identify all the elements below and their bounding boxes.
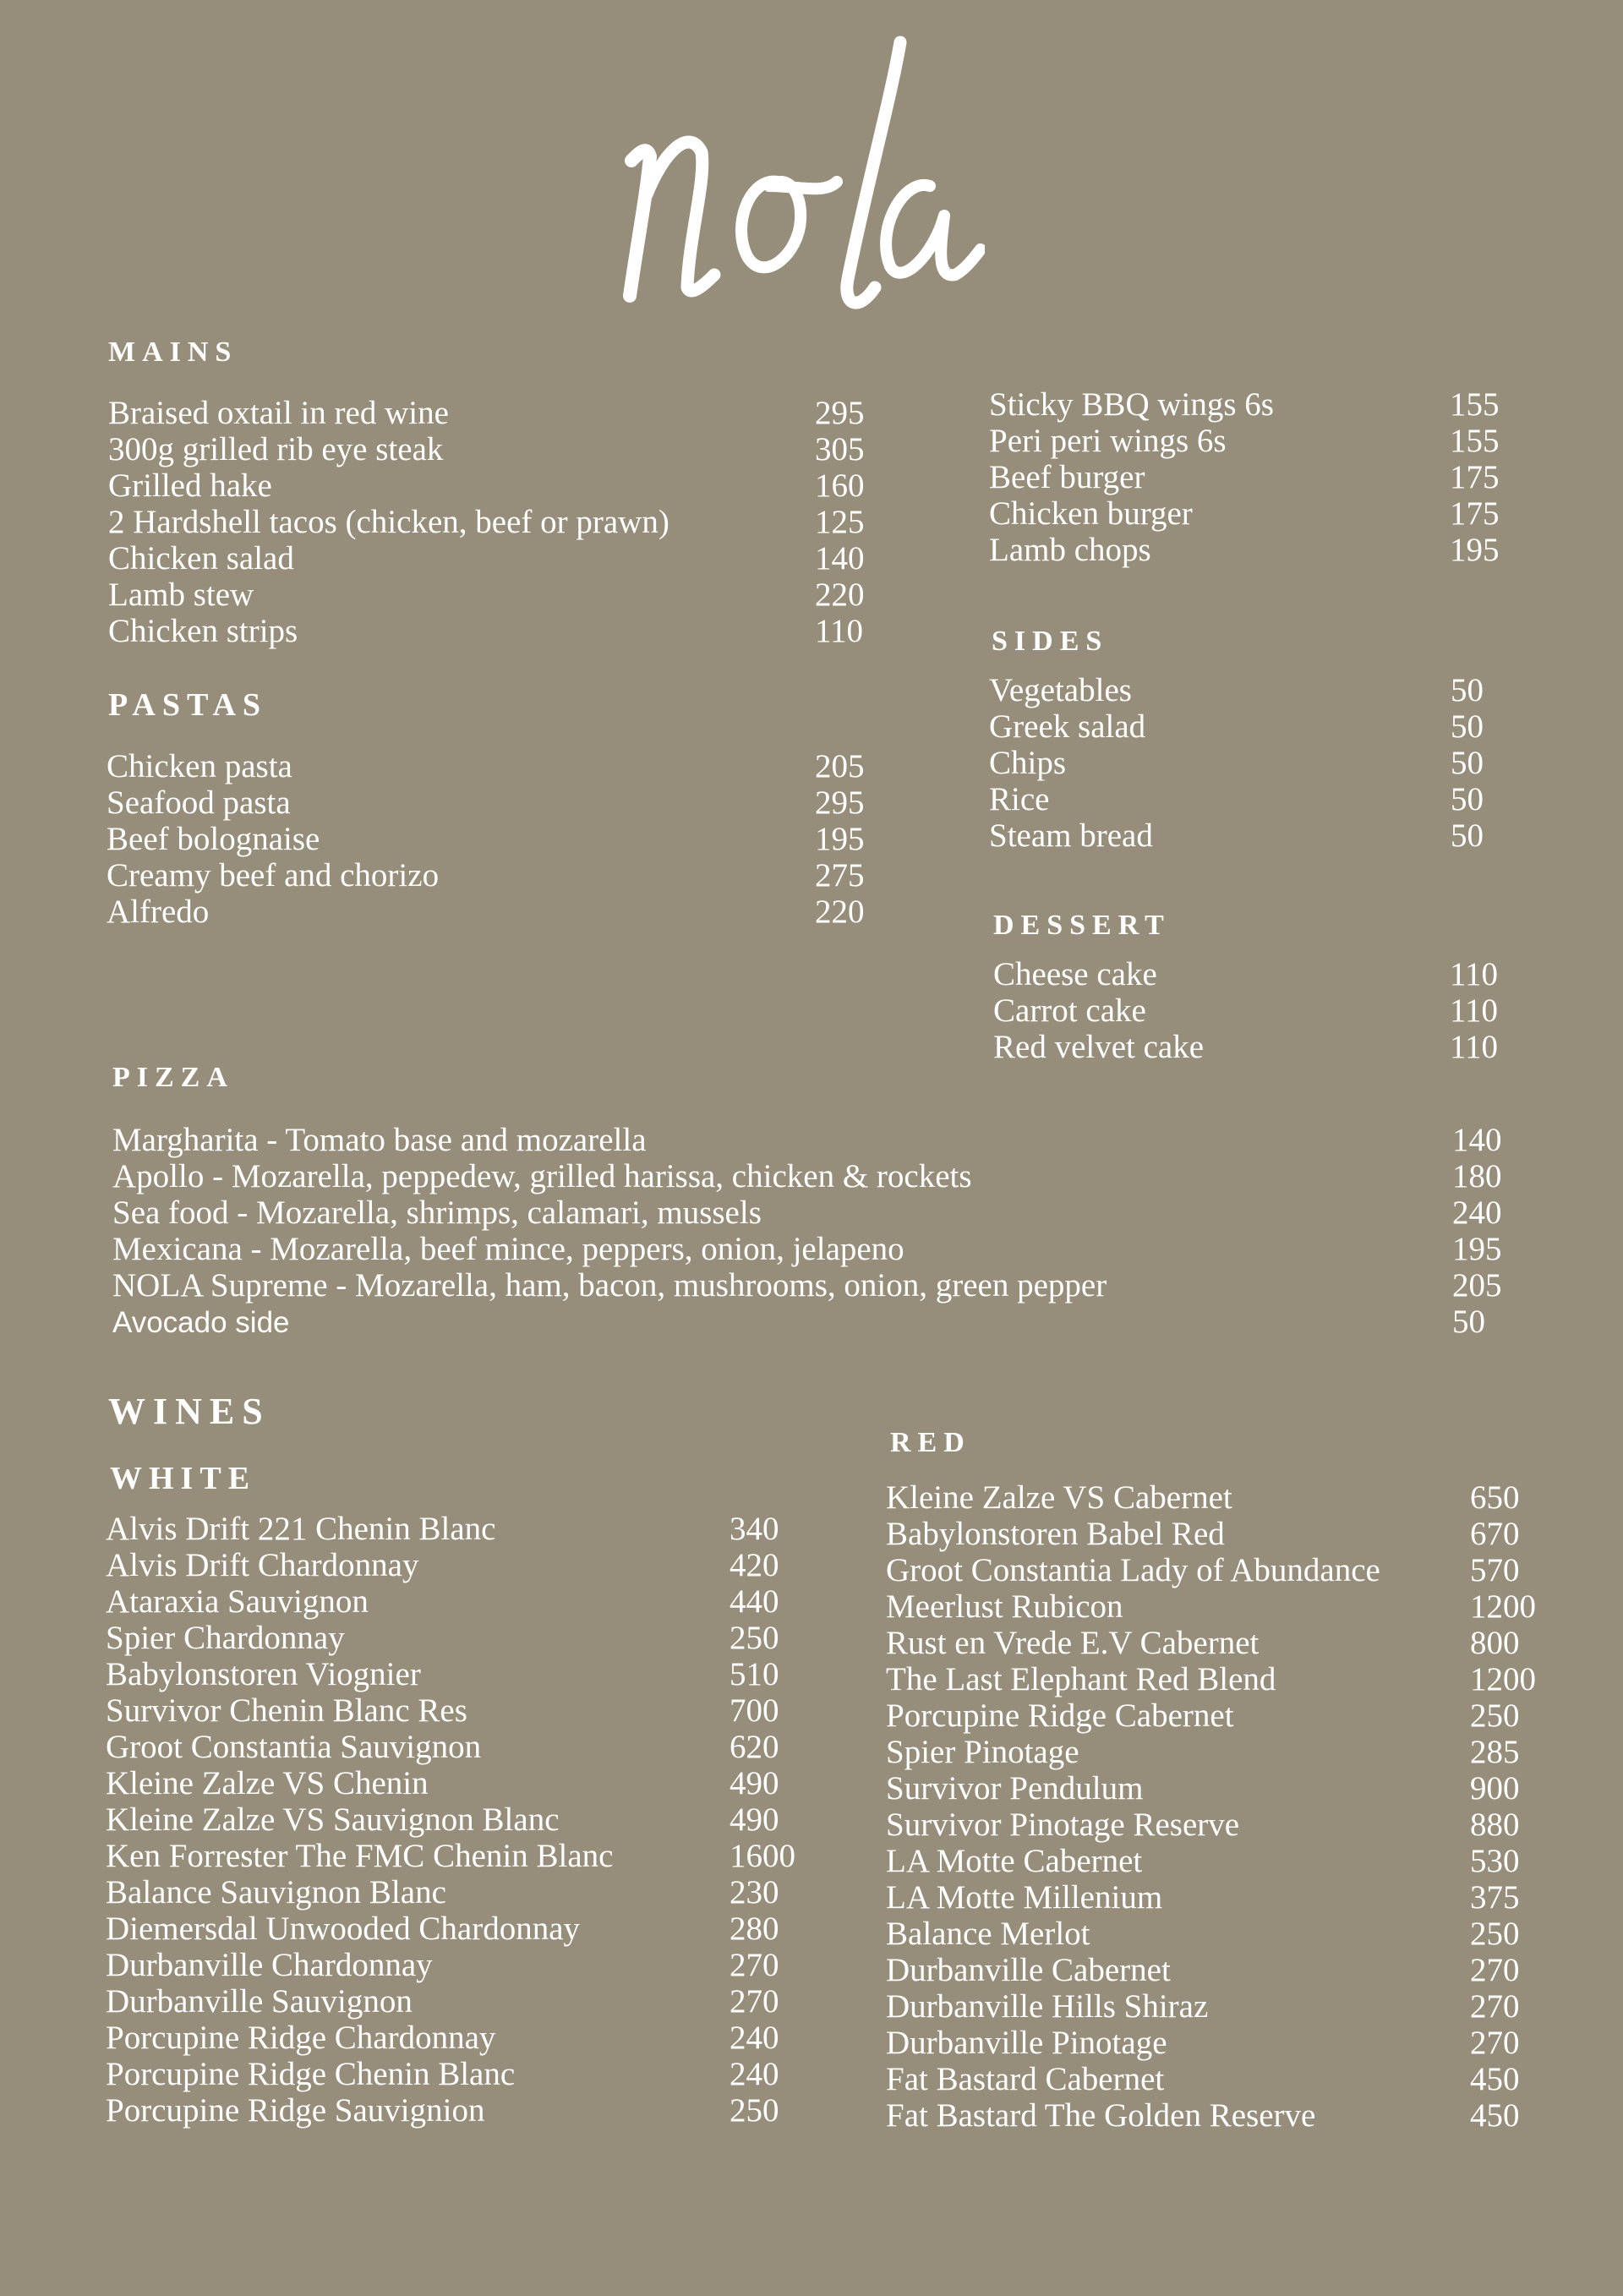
menu-item-name: Durbanville Hills Shiraz (886, 1988, 1209, 2025)
menu-item-price: 180 (1452, 1158, 1502, 1194)
menu-item (112, 1158, 1511, 1194)
menu-item-name: Meerlust Rubicon (886, 1588, 1123, 1625)
menu-item (886, 1479, 1545, 1516)
menu-item (886, 1988, 1545, 2025)
menu-item-name: Fat Bastard Cabernet (886, 2061, 1165, 2097)
menu-item-price: 240 (730, 2020, 779, 2056)
menu-item-price: 110 (1450, 992, 1499, 1029)
menu-item-name: Fat Bastard The Golden Reserve (886, 2097, 1316, 2134)
menu-item-price: 295 (815, 395, 865, 431)
sides-section (992, 627, 1108, 656)
menu-item (106, 2056, 805, 2092)
menu-item (886, 2061, 1545, 2097)
menu-item (108, 467, 874, 504)
menu-item (886, 1952, 1545, 1988)
menu-item (107, 857, 874, 894)
menu-item-name: Spier Pinotage (886, 1734, 1079, 1770)
menu-item-name: Seafood pasta (107, 784, 291, 821)
menu-item-name: LA Motte Cabernet (886, 1843, 1143, 1879)
menu-item-name: Chicken strips (108, 613, 298, 649)
menu-item-price: 570 (1470, 1552, 1520, 1588)
menu-item-price: 250 (1470, 1916, 1520, 1952)
pastas-list (107, 748, 874, 930)
wines-section (108, 1393, 270, 1430)
menu-item-price: 240 (730, 2056, 779, 2092)
menu-item-name: Beef bolognaise (107, 821, 320, 857)
menu-item (106, 1947, 805, 1983)
menu-item-price: 530 (1470, 1843, 1520, 1879)
menu-item-name: Groot Constantia Sauvignon (106, 1729, 482, 1765)
menu-item (112, 1231, 1511, 1267)
menu-item-name: Babylonstoren Babel Red (886, 1516, 1225, 1552)
menu-item-price: 110 (815, 613, 864, 649)
menu-item (107, 894, 874, 930)
menu-item-price: 175 (1450, 495, 1500, 532)
menu-item (112, 1194, 1511, 1231)
white-wine-section (110, 1462, 256, 1495)
menu-item-price: 280 (730, 1911, 779, 1947)
menu-item-price: 175 (1450, 459, 1500, 495)
menu-item-price: 50 (1452, 1304, 1485, 1340)
nola-logo-script (621, 34, 985, 355)
menu-item-name: Ken Forrester The FMC Chenin Blanc (106, 1838, 614, 1874)
menu-item-name: Chicken burger (989, 495, 1193, 532)
menu-item-price: 155 (1450, 386, 1500, 423)
menu-item (886, 1770, 1545, 1807)
menu-item-name: Red velvet cake (993, 1029, 1205, 1065)
menu-item-name: Braised oxtail in red wine (108, 395, 449, 431)
menu-item-name: NOLA Supreme - Mozarella, ham, bacon, mushrooms, onion, green pepper (112, 1267, 1107, 1304)
menu-item-name: Durbanville Cabernet (886, 1952, 1171, 1988)
menu-item (886, 1552, 1545, 1588)
menu-item (106, 2092, 805, 2129)
menu-item-name: Porcupine Ridge Sauvignion (106, 2092, 485, 2129)
menu-item (108, 395, 874, 431)
menu-item (989, 817, 1489, 854)
menu-item-price: 195 (1452, 1231, 1502, 1267)
red-wine-list (886, 1479, 1545, 2134)
menu-item (106, 1729, 805, 1765)
menu-item-price: 510 (730, 1656, 779, 1692)
menu-item (989, 495, 1509, 532)
menu-item-name: 2 Hardshell tacos (chicken, beef or prawn) (108, 504, 669, 540)
menu-item (886, 1807, 1545, 1843)
menu-item (106, 1583, 805, 1620)
menu-item-price: 50 (1451, 781, 1484, 817)
menu-item-price: 250 (1470, 1697, 1520, 1734)
menu-item-name: Beef burger (989, 459, 1145, 495)
menu-item-name: Cheese cake (993, 956, 1157, 992)
menu-item-price: 270 (1470, 1988, 1520, 2025)
menu-item-name: Mexicana - Mozarella, beef mince, peppers, onion, jelapeno (112, 1231, 904, 1267)
menu-item (106, 1547, 805, 1583)
menu-item-name: Chicken pasta (107, 748, 292, 784)
menu-item (989, 386, 1509, 423)
menu-item (108, 540, 874, 577)
nola-logo (621, 34, 985, 355)
menu-item (106, 1511, 805, 1547)
menu-item-price: 205 (1452, 1267, 1502, 1304)
menu-item-name: Kleine Zalze VS Sauvignon Blanc (106, 1801, 560, 1838)
sides-heading: SIDES (992, 626, 1109, 657)
mains-heading: MAINS (108, 336, 238, 368)
menu-item-price: 160 (815, 467, 865, 504)
menu-item-name: Groot Constantia Lady of Abundance (886, 1552, 1380, 1588)
menu-item (106, 1874, 805, 1911)
pizza-section (112, 1063, 234, 1092)
menu-item (108, 504, 874, 540)
menu-item-price: 155 (1450, 423, 1500, 459)
menu-item-name: Porcupine Ridge Cabernet (886, 1697, 1234, 1734)
menu-item (989, 532, 1509, 568)
menu-item-price: 670 (1470, 1516, 1520, 1552)
menu-item-price: 340 (730, 1511, 779, 1547)
menu-item-name: Porcupine Ridge Chenin Blanc (106, 2056, 516, 2092)
menu-item-name: Peri peri wings 6s (989, 423, 1227, 459)
menu-item-price: 50 (1451, 672, 1484, 708)
menu-item-name: Vegetables (989, 672, 1132, 708)
menu-item-price: 450 (1470, 2097, 1520, 2134)
menu-item-price: 50 (1451, 817, 1484, 854)
menu-item (106, 1765, 805, 1801)
white-wine-heading: WHITE (110, 1461, 257, 1496)
menu-item-name: LA Motte Millenium (886, 1879, 1163, 1916)
menu-item-price: 285 (1470, 1734, 1520, 1770)
menu-item-price: 800 (1470, 1625, 1520, 1661)
mains-right-list (989, 386, 1509, 568)
menu-item (108, 431, 874, 467)
menu-item-price: 275 (815, 857, 865, 894)
menu-item (108, 613, 874, 649)
menu-item-name: Avocado side (112, 1306, 290, 1339)
menu-item-name: Survivor Pinotage Reserve (886, 1807, 1240, 1843)
menu-item-price: 195 (815, 821, 865, 857)
menu-item-name: Grilled hake (108, 467, 272, 504)
menu-item-price: 1200 (1470, 1588, 1536, 1625)
menu-item (886, 1843, 1545, 1879)
menu-item-price: 270 (730, 1947, 779, 1983)
menu-item-price: 880 (1470, 1807, 1520, 1843)
menu-item-name: Porcupine Ridge Chardonnay (106, 2020, 496, 2056)
menu-item-name: Survivor Pendulum (886, 1770, 1144, 1807)
menu-item-name: Diemersdal Unwooded Chardonnay (106, 1911, 581, 1947)
menu-item (886, 1588, 1545, 1625)
menu-item-price: 125 (815, 504, 865, 540)
menu-item-name: Babylonstoren Viognier (106, 1656, 421, 1692)
menu-item-name: Apollo - Mozarella, peppedew, grilled harissa, chicken & rockets (112, 1158, 972, 1194)
pizza-heading: PIZZA (112, 1062, 234, 1093)
menu-item-name: Alvis Drift 221 Chenin Blanc (106, 1511, 496, 1547)
menu-item-name: Kleine Zalze VS Cabernet (886, 1479, 1232, 1516)
menu-item-name: Ataraxia Sauvignon (106, 1583, 369, 1620)
mains-list (108, 395, 874, 649)
menu-item-price: 490 (730, 1801, 779, 1838)
menu-item (989, 781, 1489, 817)
menu-item (993, 1029, 1509, 1065)
menu-item (106, 2020, 805, 2056)
menu-item-name: Carrot cake (993, 992, 1146, 1029)
menu-item-price: 250 (730, 2092, 779, 2129)
menu-item-price: 50 (1451, 745, 1484, 781)
menu-item (886, 2097, 1545, 2134)
menu-item-name: Durbanville Chardonnay (106, 1947, 433, 1983)
menu-item (107, 784, 874, 821)
menu-item-price: 620 (730, 1729, 779, 1765)
menu-item (886, 1916, 1545, 1952)
menu-item (108, 577, 874, 613)
red-wine-heading: RED (890, 1427, 971, 1458)
menu-item-price: 140 (1452, 1122, 1502, 1158)
menu-item-name: Durbanville Pinotage (886, 2025, 1167, 2061)
menu-item-name: Lamb chops (989, 532, 1151, 568)
menu-item-name: Rust en Vrede E.V Cabernet (886, 1625, 1260, 1661)
menu-item (989, 708, 1489, 745)
menu-item-name: Creamy beef and chorizo (107, 857, 440, 894)
menu-item (989, 672, 1489, 708)
menu-item (106, 1620, 805, 1656)
menu-item (106, 1656, 805, 1692)
menu-item-price: 220 (815, 577, 865, 613)
menu-item-price: 450 (1470, 2061, 1520, 2097)
menu-item-price: 305 (815, 431, 865, 467)
sides-list (989, 672, 1489, 854)
menu-item-name: Alfredo (107, 894, 210, 930)
menu-item-name: Sea food - Mozarella, shrimps, calamari, mussels (112, 1194, 762, 1231)
menu-item-name: Chicken salad (108, 540, 294, 577)
menu-item (112, 1122, 1511, 1158)
menu-item-name: Durbanville Sauvignon (106, 1983, 413, 2020)
menu-item-price: 50 (1451, 708, 1484, 745)
menu-item (989, 423, 1509, 459)
menu-item-price: 900 (1470, 1770, 1520, 1807)
menu-item-price: 375 (1470, 1879, 1520, 1916)
menu-item-price: 650 (1470, 1479, 1520, 1516)
menu-item-name: Balance Sauvignon Blanc (106, 1874, 446, 1911)
menu-item (106, 1801, 805, 1838)
menu-item-name: Balance Merlot (886, 1916, 1090, 1952)
menu-item-name: Greek salad (989, 708, 1146, 745)
menu-item-price: 295 (815, 784, 865, 821)
menu-item (993, 956, 1509, 992)
menu-item (886, 1516, 1545, 1552)
menu-item-name: Chips (989, 745, 1067, 781)
menu-item-name: Spier Chardonnay (106, 1620, 345, 1656)
menu-item-price: 270 (730, 1983, 779, 2020)
menu-item (886, 1625, 1545, 1661)
menu-item-price: 220 (815, 894, 865, 930)
menu-item-name: Lamb stew (108, 577, 254, 613)
white-wine-list (106, 1511, 805, 2129)
menu-item-price: 205 (815, 748, 865, 784)
mains-section (108, 338, 874, 367)
menu-item (886, 1661, 1545, 1697)
menu-item-price: 270 (1470, 1952, 1520, 1988)
menu-item-name: Steam bread (989, 817, 1153, 854)
dessert-list (993, 956, 1509, 1065)
menu-item-name: Margharita - Tomato base and mozarella (112, 1122, 647, 1158)
menu-item-price: 270 (1470, 2025, 1520, 2061)
menu-item (112, 1267, 1511, 1304)
menu-item (993, 992, 1509, 1029)
dessert-section (993, 911, 1171, 940)
menu-item-price: 110 (1450, 956, 1499, 992)
menu-item-price: 1200 (1470, 1661, 1536, 1697)
menu-item-price: 1600 (730, 1838, 795, 1874)
menu-item (112, 1304, 1511, 1341)
menu-item (106, 1838, 805, 1874)
menu-item-price: 420 (730, 1547, 779, 1583)
red-wine-section (890, 1429, 971, 1457)
menu-item (106, 1692, 805, 1729)
menu-item-name: Rice (989, 781, 1050, 817)
menu-item-price: 195 (1450, 532, 1500, 568)
menu-item (886, 1734, 1545, 1770)
dessert-heading: DESSERT (993, 910, 1171, 941)
menu-item-price: 250 (730, 1620, 779, 1656)
menu-item (886, 1697, 1545, 1734)
menu-item-name: 300g grilled rib eye steak (108, 431, 444, 467)
menu-item-name: Sticky BBQ wings 6s (989, 386, 1274, 423)
menu-item-price: 230 (730, 1874, 779, 1911)
menu-item (989, 459, 1509, 495)
menu-item-name: Alvis Drift Chardonnay (106, 1547, 419, 1583)
menu-item (107, 748, 874, 784)
menu-item-price: 140 (815, 540, 865, 577)
menu-item-price: 700 (730, 1692, 779, 1729)
menu-item (886, 1879, 1545, 1916)
menu-item (107, 821, 874, 857)
menu-item-price: 240 (1452, 1194, 1502, 1231)
wines-heading: WINES (108, 1391, 270, 1432)
menu-item-name: Kleine Zalze VS Chenin (106, 1765, 429, 1801)
menu-item-name: The Last Elephant Red Blend (886, 1661, 1276, 1697)
menu-item-price: 490 (730, 1765, 779, 1801)
menu-item (106, 1983, 805, 2020)
pastas-heading: PASTAS (108, 687, 268, 723)
pastas-section (108, 689, 267, 721)
menu-item (106, 1911, 805, 1947)
menu-item (989, 745, 1489, 781)
menu-item-price: 440 (730, 1583, 779, 1620)
pizza-list (112, 1122, 1511, 1341)
menu-item-price: 110 (1450, 1029, 1499, 1065)
menu-item (886, 2025, 1545, 2061)
menu-item-name: Survivor Chenin Blanc Res (106, 1692, 467, 1729)
